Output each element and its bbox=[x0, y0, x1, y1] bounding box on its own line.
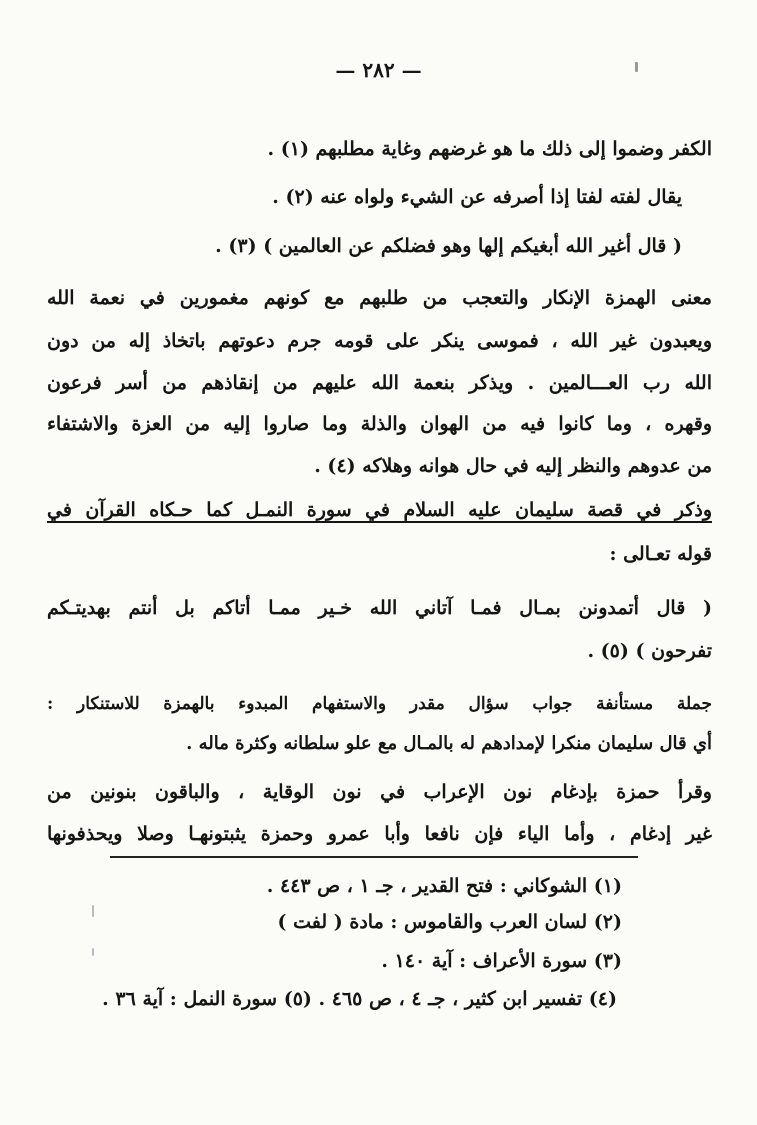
text-line-1: الكفر وضموا إلى ذلك ما هو غرضهم وغاية مطلبهم (١) . bbox=[267, 138, 712, 160]
scan-speck bbox=[92, 948, 94, 956]
footnote-4: (٤) تفسير ابن كثير ، جـ ٤ ، ص ٤٦٥ . (٥) سورة النمل : آية ٣٦ . bbox=[102, 988, 617, 1010]
text-line-15: وقرأ حمزة بإدغام نون الإعراب في نون الوقاية ، والباقون بنونين من bbox=[47, 781, 712, 803]
text-line-12: تفرحون ) (٥) . bbox=[587, 640, 712, 662]
footnote-separator bbox=[110, 856, 638, 858]
text-line-13: جملة مستأنفة جواب سؤال مقدر والاستفهام المبدوء بالهمزة للاستنكار : bbox=[47, 694, 712, 714]
footnote-1: (١) الشوكاني : فتح القدير ، جـ ١ ، ص ٤٤٣ . bbox=[266, 875, 622, 897]
text-line-16: غير إدغام ، وأما الياء فإن نافعا وأبا عمرو وحمزة يثبتونهـا وصلا ويحذفونها bbox=[47, 823, 712, 845]
scan-speck bbox=[92, 905, 94, 917]
footnote-3: (٣) سورة الأعراف : آية ١٤٠ . bbox=[381, 950, 622, 972]
text-line-6: الله رب العـــالمين . ويذكر بنعمة الله عليهم من إنقاذهم من أسر فرعون bbox=[47, 372, 712, 394]
footnote-2: (٢) لسان العرب والقاموس : مادة ( لفت ) bbox=[277, 911, 622, 933]
text-line-14: أي قال سليمان منكرا لإمدادهم له بالمـال مع علو سلطانه وكثرة ماله . bbox=[186, 733, 712, 754]
text-line-8: من عدوهم والنظر إليه في حال هوانه وهلاكه (٤) . bbox=[314, 455, 712, 477]
text-line-4: معنى الهمزة الإنكار والتعجب من طلبهم مع كونهم مغمورين في نعمة الله bbox=[47, 287, 712, 309]
text-line-2: يقال لفته لفتا إذا أصرفه عن الشيء ولواه عنه (٢) . bbox=[272, 186, 682, 208]
text-line-3: ( قال أغير الله أبغيكم إلها وهو فضلكم عن العالمين ) (٣) . bbox=[215, 235, 682, 257]
text-line-9: وذكر في قصة سليمان عليه السلام في سورة النمـل كما حـكاه القرآن في bbox=[47, 499, 712, 521]
text-line-10: قوله تعـالى : bbox=[609, 543, 712, 565]
page-number: — ٢٨٢ — bbox=[335, 58, 422, 82]
text-line-11: ( قال أتمدونن بمـال فمـا آتاني الله خـير ممـا أتاكم بل أنتم بهديتـكم bbox=[47, 597, 712, 619]
scan-speck bbox=[635, 62, 638, 72]
text-line-7: وقهره ، وما كانوا فيه من الهوان والذلة وما صاروا إليه من العزة والاشتفاء bbox=[47, 413, 712, 435]
text-line-5: ويعبدون غير الله ، فموسى ينكر على قومه جرم دعوتهم باتخاذ إله من دون bbox=[47, 330, 712, 352]
